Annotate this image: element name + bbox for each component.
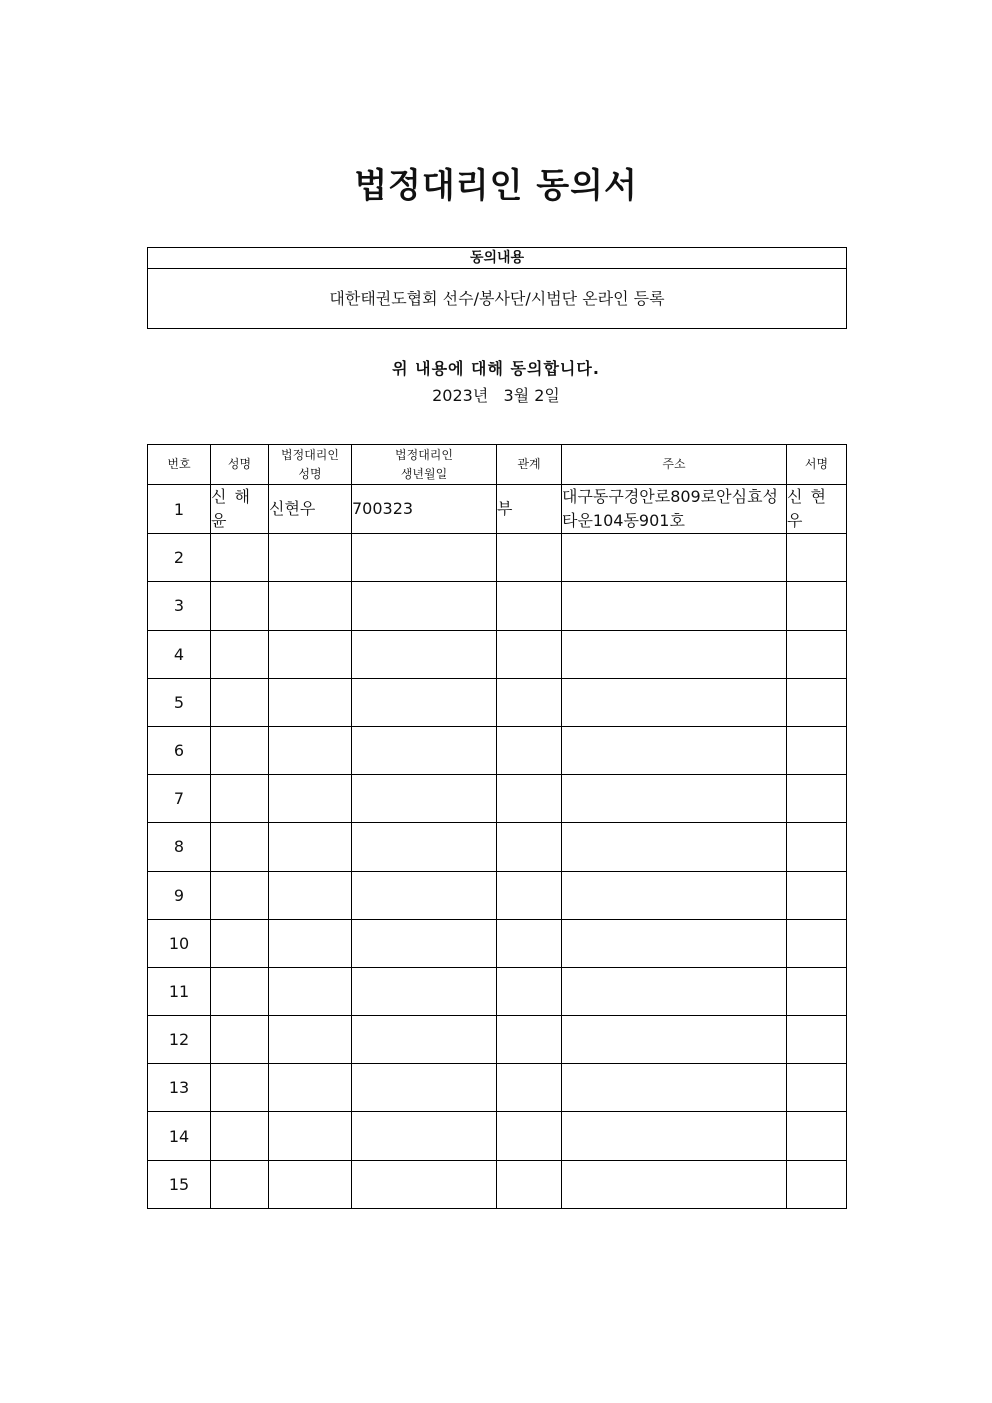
header-address: 주소 [562,445,787,485]
cell-no: 10 [148,919,211,967]
cell-name [211,1160,269,1208]
cell-relation [497,823,562,871]
table-row [148,534,847,582]
cell-address [562,630,787,678]
cell-signature [787,1064,847,1112]
cell-guardian-name [269,823,352,871]
cell-address [562,823,787,871]
cell-address [562,1160,787,1208]
cell-name [211,582,269,630]
cell-address [562,775,787,823]
cell-signature [787,823,847,871]
table-row [148,582,847,630]
cell-guardian-name [269,967,352,1015]
cell-relation [497,1160,562,1208]
cell-signature [787,630,847,678]
table-row [148,1016,847,1064]
cell-name [211,775,269,823]
cell-signature [787,775,847,823]
cell-guardian-name [269,726,352,774]
cell-guardian-name [269,919,352,967]
cell-no: 14 [148,1112,211,1160]
cell-guardian-birth [352,678,497,726]
cell-guardian-birth [352,967,497,1015]
cell-guardian-birth [352,919,497,967]
cell-signature: 신현우 [787,485,847,534]
cell-guardian-birth [352,1160,497,1208]
cell-no: 12 [148,1016,211,1064]
consent-date: 2023년 3월 2일 [432,386,560,405]
cell-no: 2 [148,534,211,582]
cell-signature [787,967,847,1015]
cell-relation [497,582,562,630]
cell-no: 11 [148,967,211,1015]
cell-name [211,1016,269,1064]
cell-guardian-birth [352,823,497,871]
cell-address [562,919,787,967]
consent-box [147,247,847,329]
table-row [148,678,847,726]
cell-address [562,1064,787,1112]
cell-address: 대구동구경안로809로안심효성타운104동901호 [562,485,787,534]
cell-guardian-name [269,775,352,823]
cell-name [211,1112,269,1160]
table-row [148,919,847,967]
cell-address [562,1016,787,1064]
cell-guardian-name [269,1160,352,1208]
header-relation: 관계 [497,445,562,485]
cell-no: 4 [148,630,211,678]
cell-name [211,678,269,726]
cell-relation [497,726,562,774]
cell-address [562,967,787,1015]
cell-guardian-name [269,1064,352,1112]
cell-signature [787,919,847,967]
cell-no: 5 [148,678,211,726]
table-row [148,775,847,823]
cell-guardian-birth [352,630,497,678]
header-signature: 서명 [787,445,847,485]
cell-name [211,726,269,774]
cell-no: 1 [148,485,211,534]
cell-guardian-name [269,630,352,678]
cell-relation [497,630,562,678]
cell-relation [497,678,562,726]
cell-name [211,919,269,967]
cell-name [211,967,269,1015]
cell-guardian-name [269,1112,352,1160]
cell-guardian-name: 신현우 [269,485,352,534]
cell-guardian-birth [352,582,497,630]
cell-guardian-birth [352,775,497,823]
cell-name [211,1064,269,1112]
cell-guardian-name [269,534,352,582]
cell-name: 신해윤 [211,485,269,534]
cell-signature [787,678,847,726]
header-guardian-name: 법정대리인 성명 [269,445,352,485]
cell-guardian-birth [352,1016,497,1064]
cell-address [562,726,787,774]
cell-no: 15 [148,1160,211,1208]
cell-signature [787,534,847,582]
document-title: 법정대리인 동의서 [354,166,638,206]
cell-relation [497,534,562,582]
header-name: 성명 [211,445,269,485]
cell-name [211,534,269,582]
guardian-table [147,444,847,1209]
cell-relation [497,967,562,1015]
cell-signature [787,582,847,630]
table-row [148,630,847,678]
cell-address [562,871,787,919]
cell-guardian-name [269,582,352,630]
cell-signature [787,1112,847,1160]
cell-address [562,534,787,582]
cell-guardian-birth: 700323 [352,485,497,534]
cell-relation [497,1112,562,1160]
consent-header: 동의내용 [148,248,846,269]
cell-guardian-name [269,1016,352,1064]
cell-signature [787,871,847,919]
cell-no: 9 [148,871,211,919]
cell-relation [497,1016,562,1064]
header-no: 번호 [148,445,211,485]
cell-signature [787,726,847,774]
cell-no: 8 [148,823,211,871]
cell-relation [497,775,562,823]
cell-relation [497,871,562,919]
cell-guardian-birth [352,1064,497,1112]
cell-name [211,823,269,871]
table-row [148,485,847,534]
cell-relation: 부 [497,485,562,534]
cell-address [562,582,787,630]
cell-guardian-birth [352,871,497,919]
cell-signature [787,1016,847,1064]
table-row [148,823,847,871]
table-header-row [148,445,847,485]
cell-guardian-name [269,678,352,726]
consent-body: 대한태권도협회 선수/봉사단/시범단 온라인 등록 [329,289,665,308]
table-row [148,1160,847,1208]
table-row [148,1112,847,1160]
cell-relation [497,919,562,967]
cell-guardian-birth [352,1112,497,1160]
cell-address [562,678,787,726]
cell-address [562,1112,787,1160]
cell-guardian-birth [352,726,497,774]
cell-guardian-name [269,871,352,919]
table-row [148,871,847,919]
cell-no: 7 [148,775,211,823]
cell-signature [787,1160,847,1208]
cell-no: 13 [148,1064,211,1112]
table-row [148,1064,847,1112]
cell-no: 6 [148,726,211,774]
cell-name [211,871,269,919]
cell-name [211,630,269,678]
agree-statement: 위 내용에 대해 동의합니다. [392,359,600,378]
cell-relation [497,1064,562,1112]
cell-guardian-birth [352,534,497,582]
table-row [148,726,847,774]
cell-no: 3 [148,582,211,630]
table-row [148,967,847,1015]
header-guardian-birth: 법정대리인 생년월일 [352,445,497,485]
